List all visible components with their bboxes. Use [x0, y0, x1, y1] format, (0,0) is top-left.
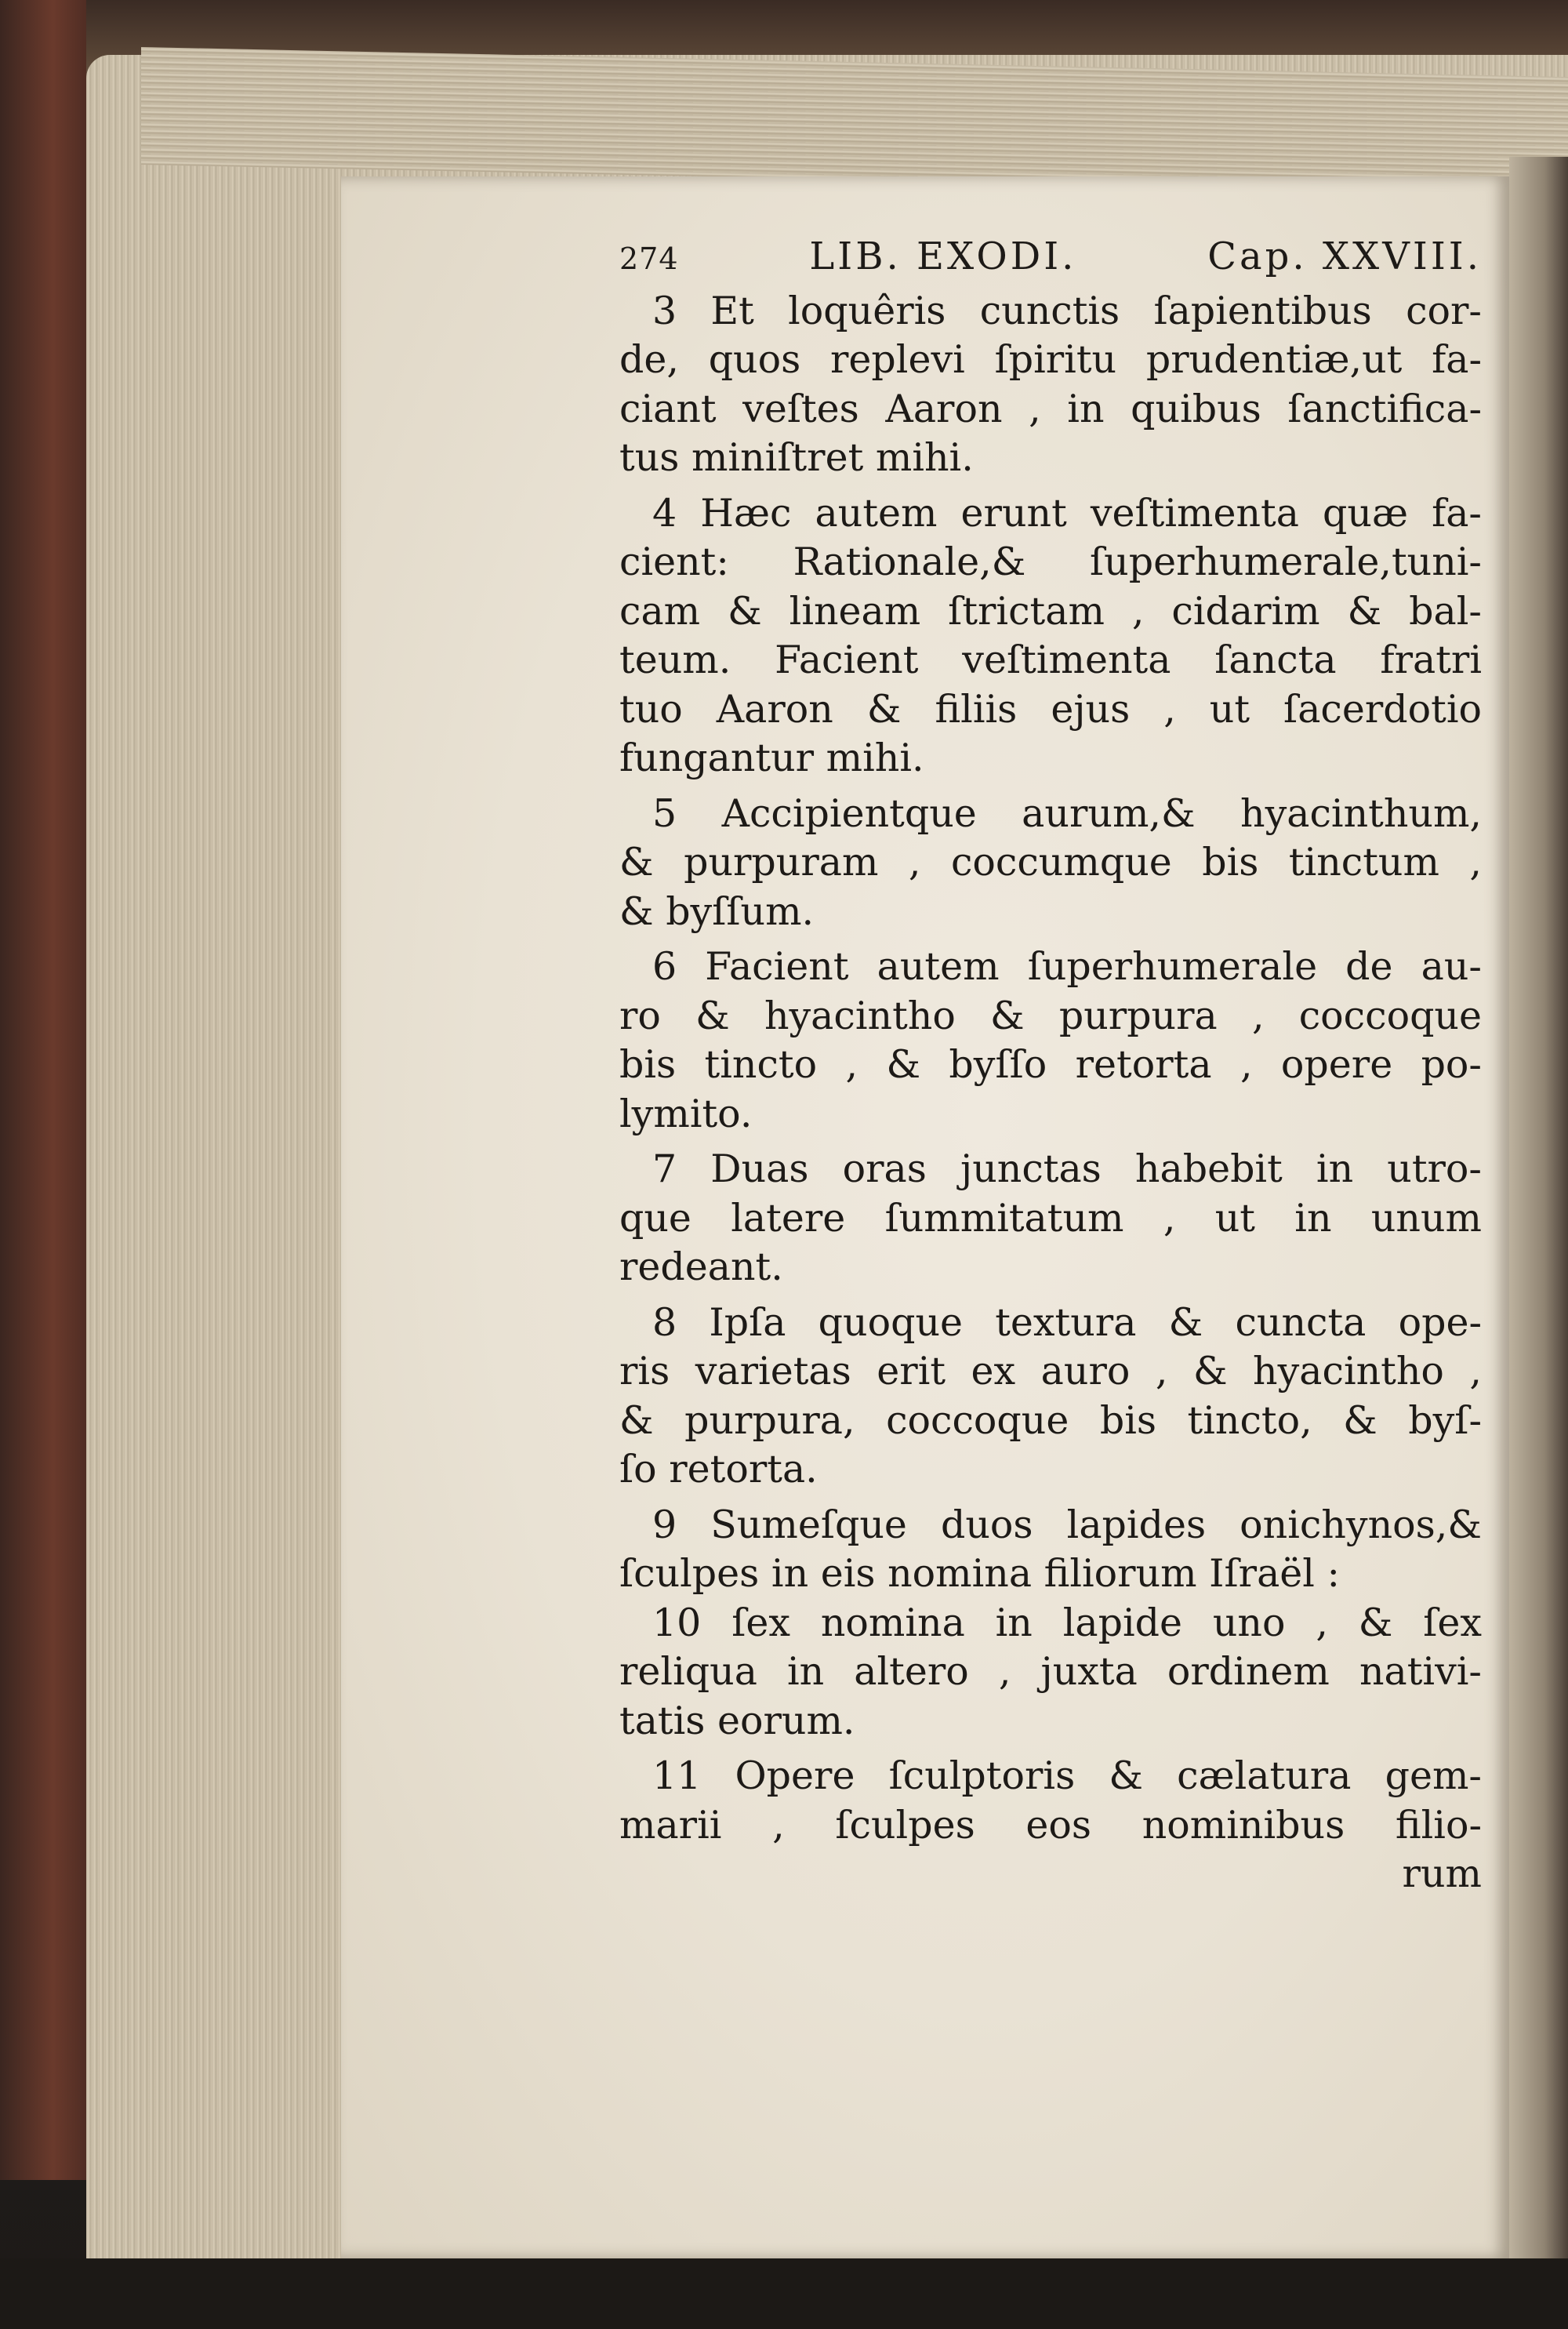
text-line: redeant.: [619, 1244, 783, 1289]
text-line: que latere ſummitatum , ut in unum: [619, 1195, 1482, 1241]
text-line: ſculpes in eis nomina filiorum Iſraël :: [619, 1551, 1341, 1596]
text-line: reliqua in altero , juxta ordinem nativi-: [619, 1649, 1482, 1694]
text-line: tatis eorum.: [619, 1698, 855, 1743]
text-line: teum. Facient veſtimenta ſancta fratri: [619, 638, 1482, 682]
text-line: & purpuram , coccumque bis tinctum ,: [619, 840, 1482, 885]
catchword: rum: [1402, 1851, 1482, 1896]
chapter-label: Cap. XXVIII.: [1207, 234, 1482, 278]
text-line: 4 Hæc autem erunt veſtimenta quæ fa-: [652, 490, 1482, 536]
text-line: de, quos replevi ſpiritu prudentiæ,ut fa-: [619, 337, 1482, 382]
text-line: cient: Rationale,& ſuperhumerale,tuni-: [619, 540, 1482, 584]
text-line: 6 Facient autem ſuperhumerale de au-: [652, 944, 1482, 989]
text-line: fungantur mihi.: [619, 736, 924, 780]
text-line: 8 Ipſa quoque textura & cuncta ope-: [652, 1299, 1482, 1345]
page-number: 274: [619, 242, 679, 276]
text-line: cam & lineam ſtrictam , cidarim & bal-: [619, 588, 1482, 634]
text-line: ſo retorta.: [619, 1447, 818, 1492]
running-head: [619, 232, 1482, 284]
book-title: LIB. EXODI.: [809, 234, 1077, 278]
gutter-shadow: [1509, 157, 1568, 2274]
text-line: ro & hyacintho & purpura , coccoque: [619, 993, 1482, 1038]
text-line: marii , ſculpes eos nominibus filio-: [619, 1802, 1482, 1848]
text-line: ris varietas erit ex auro , & hyacintho ,: [619, 1349, 1482, 1393]
text-line: 9 Sumeſque duos lapides onichynos,&: [652, 1502, 1482, 1547]
text-line: & purpura, coccoque bis tincto, & byſ-: [619, 1397, 1482, 1443]
text-line: tuo Aaron & filiis ejus , ut ſacerdotio: [619, 686, 1482, 732]
text-line: 5 Accipientque aurum,& hyacinthum,: [652, 790, 1482, 836]
text-line: tus miniſtret mihi.: [619, 435, 974, 480]
text-line: 11 Opere ſculptoris & cælatura gem-: [652, 1753, 1482, 1798]
text-line: 10 ſex nomina in lapide uno , & ſex: [652, 1600, 1482, 1645]
text-line: 3 Et loquêris cunctis ſapientibus cor-: [652, 288, 1482, 333]
bottom-background: [0, 2258, 1568, 2329]
text-line: lymito.: [619, 1091, 753, 1136]
text-line: ciant veſtes Aaron , in quibus ſanctifica-: [619, 386, 1482, 431]
text-line: bis tincto , & byſſo retorta , opere po-: [619, 1042, 1482, 1087]
text-line: & byſſum.: [619, 888, 815, 934]
text-line: 7 Duas oras junctas habebit in utro-: [652, 1146, 1482, 1191]
page-text-block: [619, 232, 1482, 1899]
